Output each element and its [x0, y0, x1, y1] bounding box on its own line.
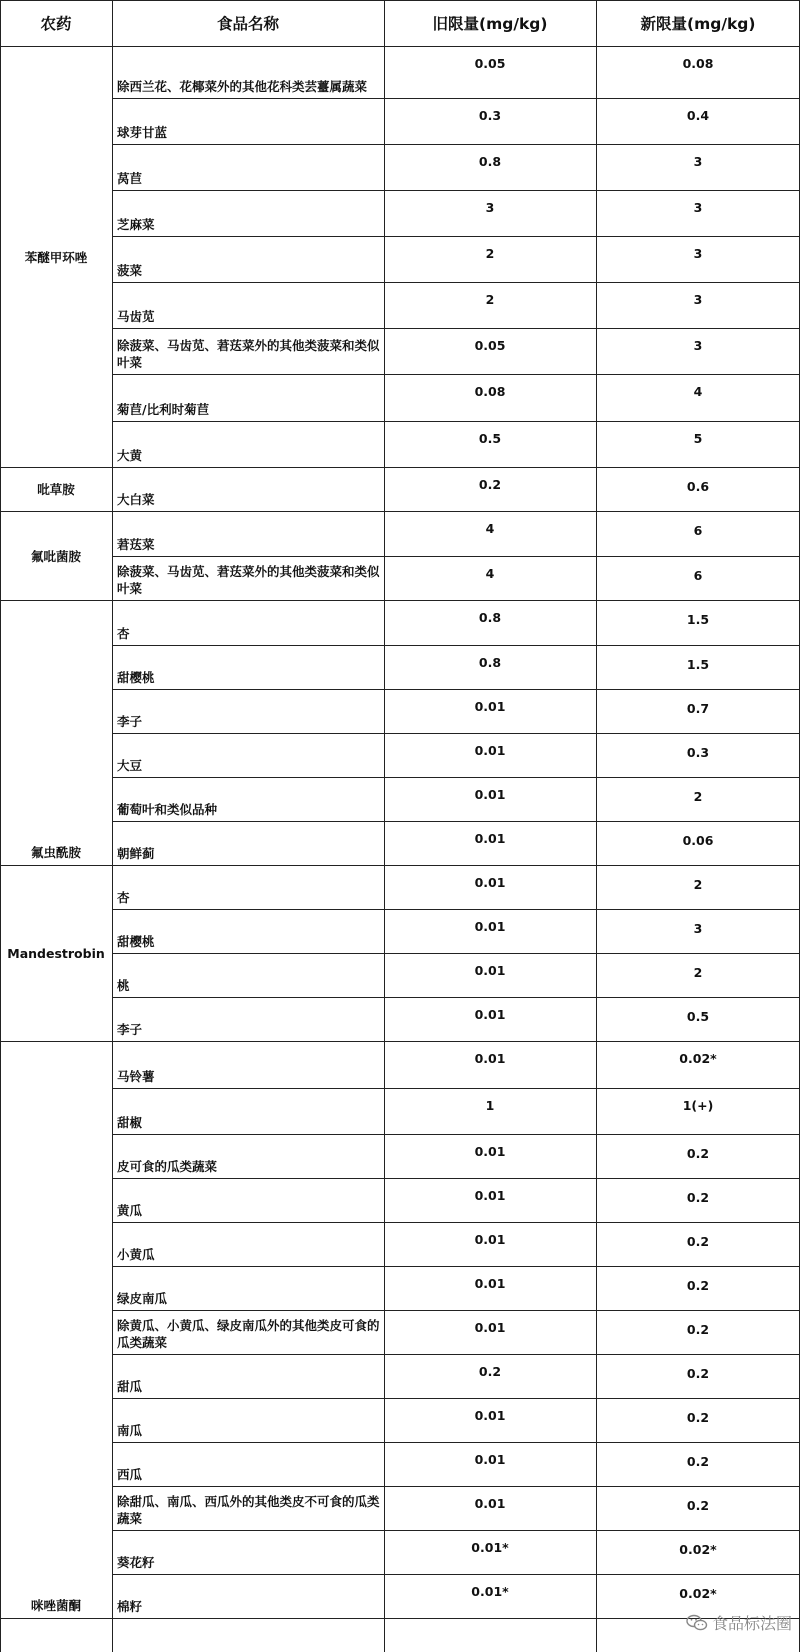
- food-name-cell: [112, 997, 384, 1041]
- new-limit-cell: 4: [693, 384, 703, 399]
- new-limit-cell: 3: [693, 338, 703, 353]
- food-name: 大黄: [117, 448, 143, 463]
- food-name-cell: [112, 282, 384, 328]
- food-name: 菊苣/比利时菊苣: [117, 402, 210, 417]
- new-limit-cell: 0.7: [686, 701, 710, 716]
- food-name-cell: [112, 1178, 384, 1222]
- old-limit-cell: 0.01: [474, 1408, 506, 1423]
- food-name: 李子: [117, 1022, 143, 1037]
- pesticide-name: 氟吡菌胺: [30, 548, 81, 564]
- new-limit-cell: 1(+): [682, 1098, 714, 1113]
- food-name: 棉籽: [117, 1599, 143, 1614]
- food-name-cell: [112, 600, 384, 645]
- old-limit-cell: 3: [485, 200, 495, 215]
- old-limit-cell: 0.01: [474, 1051, 506, 1066]
- new-limit-cell: 2: [693, 877, 703, 892]
- new-limit-cell: 0.2: [686, 1498, 710, 1513]
- group-divider: [0, 511, 800, 512]
- food-name: 葡萄叶和类似品种: [117, 802, 218, 817]
- food-name-cell: [112, 144, 384, 190]
- food-name: 大豆: [117, 758, 143, 773]
- old-limit-cell: 0.5: [478, 431, 502, 446]
- old-limit-cell: 2: [485, 292, 495, 307]
- food-name-cell: [112, 733, 384, 777]
- new-limit-cell: 3: [693, 246, 703, 261]
- food-name: 莴苣: [117, 171, 143, 186]
- food-name: 杏: [117, 890, 130, 905]
- food-name: 南瓜: [117, 1423, 143, 1438]
- old-limit-cell: 0.01: [474, 1144, 506, 1159]
- new-limit-cell: 0.4: [686, 108, 710, 123]
- food-name-cell: [112, 689, 384, 733]
- watermark-text: 食品标法圈: [711, 1614, 792, 1633]
- old-limit-cell: 0.01: [474, 1452, 506, 1467]
- old-limit-cell: 0.01: [474, 963, 506, 978]
- food-name-cell: [112, 374, 384, 421]
- old-limit-cell: 0.05: [474, 338, 506, 353]
- food-name-cell: [112, 909, 384, 953]
- food-name: 桃: [117, 978, 130, 993]
- old-limit-cell: 0.3: [478, 108, 502, 123]
- food-name-cell: [112, 1398, 384, 1442]
- old-limit-cell: 0.2: [478, 477, 502, 492]
- food-name: 小黄瓜: [117, 1247, 155, 1262]
- new-limit-cell: 0.2: [686, 1454, 710, 1469]
- old-limit-cell: 0.01*: [471, 1540, 509, 1555]
- new-limit-cell: 3: [693, 921, 703, 936]
- group-divider: [0, 467, 800, 468]
- old-limit-cell: 0.01: [474, 787, 506, 802]
- food-name-cell: [112, 1222, 384, 1266]
- new-limit-cell: 0.2: [686, 1410, 710, 1425]
- column-divider: [596, 0, 597, 1652]
- new-limit-cell: 0.2: [686, 1146, 710, 1161]
- food-name-cell: [112, 556, 384, 600]
- old-limit-cell: 0.01: [474, 875, 506, 890]
- new-limit-cell: 0.2: [686, 1322, 710, 1337]
- food-name: 菠菜: [117, 263, 143, 278]
- food-name: 马齿苋: [117, 309, 155, 324]
- header-old-limit: 旧限量(mg/kg): [432, 15, 548, 33]
- header-new-limit: 新限量(mg/kg): [640, 15, 756, 33]
- food-name: 除黄瓜、小黄瓜、绿皮南瓜外的其他类皮可食的瓜类蔬菜: [117, 1318, 380, 1350]
- old-limit-cell: 0.01: [474, 1276, 506, 1291]
- new-limit-cell: 3: [693, 154, 703, 169]
- new-limit-cell: 2: [693, 789, 703, 804]
- food-name: 西瓜: [117, 1467, 143, 1482]
- food-name-cell: [112, 236, 384, 282]
- food-name-cell: [112, 467, 384, 511]
- old-limit-cell: 4: [485, 566, 495, 581]
- food-name-cell: [112, 511, 384, 556]
- old-limit-cell: 0.08: [474, 384, 506, 399]
- old-limit-cell: 0.01*: [471, 1584, 509, 1599]
- watermark: [686, 1611, 792, 1634]
- new-limit-cell: 0.2: [686, 1234, 710, 1249]
- old-limit-cell: 2: [485, 246, 495, 261]
- food-name-cell: [112, 1486, 384, 1530]
- old-limit-cell: 0.01: [474, 1496, 506, 1511]
- new-limit-cell: 3: [693, 292, 703, 307]
- group-divider: [0, 1618, 800, 1619]
- pesticide-name: 咪唑菌酮: [30, 1598, 81, 1613]
- new-limit-cell: 0.08: [682, 56, 714, 71]
- food-name-cell: [112, 190, 384, 236]
- old-limit-cell: 0.01: [474, 831, 506, 846]
- group-divider: [0, 0, 800, 1]
- column-divider: [384, 0, 385, 1652]
- food-name: 甜樱桃: [117, 670, 155, 685]
- food-name: 甜椒: [117, 1115, 143, 1130]
- old-limit-cell: 0.01: [474, 919, 506, 934]
- old-limit-cell: 0.01: [474, 1188, 506, 1203]
- old-limit-cell: 1: [485, 1098, 495, 1113]
- new-limit-cell: 0.02*: [679, 1051, 717, 1066]
- old-limit-cell: 0.01: [474, 699, 506, 714]
- old-limit-cell: 0.05: [474, 56, 506, 71]
- old-limit-cell: 0.01: [474, 1232, 506, 1247]
- food-name: 皮可食的瓜类蔬菜: [117, 1159, 218, 1174]
- old-limit-cell: 0.8: [478, 655, 502, 670]
- group-divider: [0, 46, 800, 47]
- old-limit-cell: 0.01: [474, 1007, 506, 1022]
- old-limit-cell: 0.01: [474, 743, 506, 758]
- group-divider: [0, 1041, 800, 1042]
- food-name: 大白菜: [117, 492, 155, 507]
- new-limit-cell: 1.5: [686, 657, 710, 672]
- group-divider: [0, 600, 800, 601]
- food-name: 绿皮南瓜: [117, 1291, 168, 1306]
- food-name-cell: [112, 1574, 384, 1618]
- food-name-cell: [112, 328, 384, 374]
- food-name-cell: [112, 953, 384, 997]
- new-limit-cell: 0.02*: [679, 1586, 717, 1601]
- food-name: 甜瓜: [117, 1379, 143, 1394]
- food-name-cell: [112, 865, 384, 909]
- new-limit-cell: 6: [693, 523, 703, 538]
- new-limit-cell: 3: [693, 200, 703, 215]
- food-name: 球芽甘蓝: [117, 125, 168, 140]
- new-limit-cell: 5: [693, 431, 703, 446]
- new-limit-cell: 2: [693, 965, 703, 980]
- wechat-icon: [686, 1614, 708, 1632]
- old-limit-cell: 0.2: [478, 1364, 502, 1379]
- food-name-cell: [112, 421, 384, 467]
- pesticide-name: 氟虫酰胺: [30, 845, 81, 860]
- pesticide-name: 吡草胺: [37, 482, 75, 497]
- new-limit-cell: 6: [693, 568, 703, 583]
- food-name: 甜樱桃: [117, 934, 155, 949]
- food-name-cell: [112, 1442, 384, 1486]
- food-name: 除菠菜、马齿苋、莙荙菜外的其他类菠菜和类似叶菜: [117, 338, 380, 370]
- old-limit-cell: 4: [485, 521, 495, 536]
- pesticide-name: Mandestrobin: [7, 945, 105, 961]
- food-name: 除西兰花、花椰菜外的其他花科类芸薹属蔬菜: [117, 79, 368, 94]
- food-name: 莙荙菜: [117, 537, 155, 552]
- old-limit-cell: 0.8: [478, 154, 502, 169]
- column-divider: [0, 0, 1, 1652]
- new-limit-cell: 1.5: [686, 612, 710, 627]
- column-divider: [112, 0, 113, 1652]
- food-name-cell: [112, 1134, 384, 1178]
- new-limit-cell: 0.2: [686, 1366, 710, 1381]
- new-limit-cell: 0.2: [686, 1190, 710, 1205]
- food-name-cell: [112, 1530, 384, 1574]
- food-name-cell: [112, 645, 384, 689]
- food-name-cell: [112, 46, 384, 98]
- food-name-cell: [112, 1266, 384, 1310]
- food-name-cell: [112, 1041, 384, 1088]
- group-divider: [0, 865, 800, 866]
- food-name-cell: [112, 1088, 384, 1134]
- new-limit-cell: 0.6: [686, 479, 710, 494]
- food-name: 马铃薯: [117, 1069, 155, 1084]
- food-name-cell: [112, 1354, 384, 1398]
- food-name: 李子: [117, 714, 143, 729]
- food-name: 除甜瓜、南瓜、西瓜外的其他类皮不可食的瓜类蔬菜: [117, 1494, 380, 1526]
- food-name-cell: [112, 777, 384, 821]
- new-limit-cell: 0.06: [682, 833, 714, 848]
- new-limit-cell: 0.2: [686, 1278, 710, 1293]
- food-name-cell: [112, 821, 384, 865]
- food-name: 芝麻菜: [117, 217, 155, 232]
- old-limit-cell: 0.8: [478, 610, 502, 625]
- header-pesticide: 农药: [40, 15, 72, 33]
- food-name: 杏: [117, 626, 130, 641]
- food-name-cell: [112, 1310, 384, 1354]
- old-limit-cell: 0.01: [474, 1320, 506, 1335]
- food-name: 葵花籽: [117, 1555, 155, 1570]
- new-limit-cell: 0.5: [686, 1009, 710, 1024]
- food-name: 朝鲜蓟: [117, 846, 155, 861]
- header-food: 食品名称: [216, 15, 279, 33]
- new-limit-cell: 0.3: [686, 745, 710, 760]
- food-name-cell: [112, 98, 384, 144]
- new-limit-cell: 0.02*: [679, 1542, 717, 1557]
- food-name: 除菠菜、马齿苋、莙荙菜外的其他类菠菜和类似叶菜: [117, 564, 380, 596]
- pesticide-name: 苯醚甲环唑: [24, 249, 88, 265]
- food-name: 黄瓜: [117, 1203, 143, 1218]
